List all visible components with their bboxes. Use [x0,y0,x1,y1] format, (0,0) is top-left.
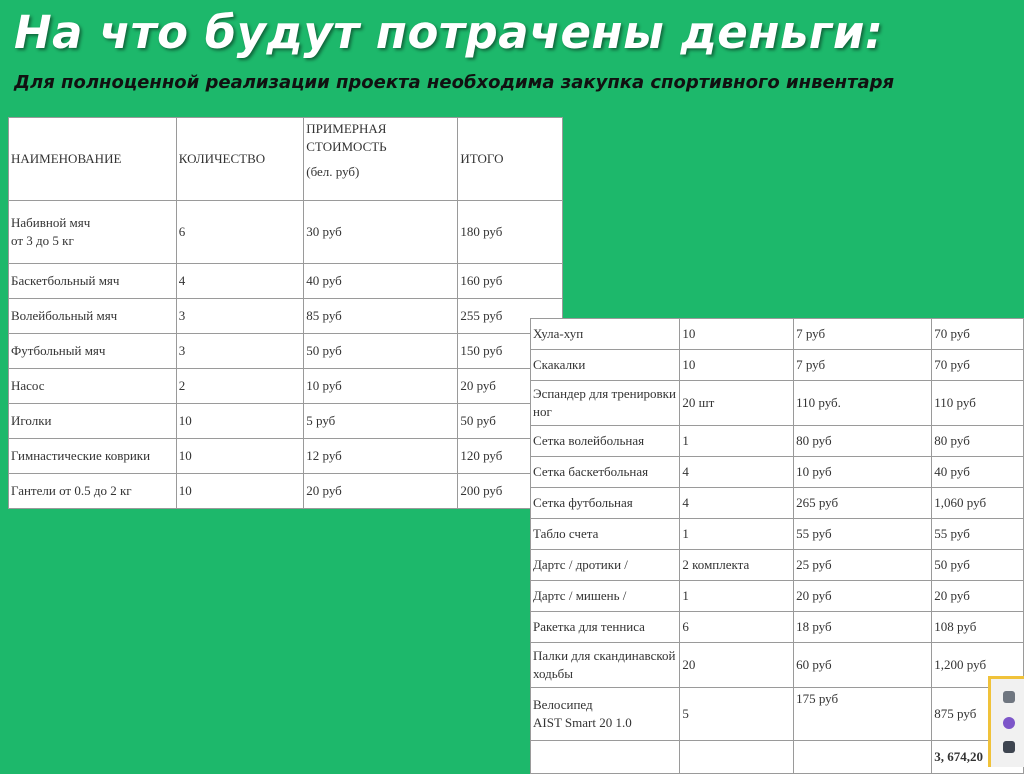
item-total: 875 руб [932,688,1024,741]
table-row [9,299,563,334]
item-qty: 1 [680,581,794,612]
header-total: ИТОГО [458,118,563,201]
item-cost: 5 руб [304,404,458,439]
total-empty-cell [680,741,794,774]
item-total: 50 руб [932,550,1024,581]
table-row [9,404,563,439]
item-qty: 3 [176,299,303,334]
item-cost: 7 руб [794,319,932,350]
table-header-row [9,118,563,201]
item-cost: 85 руб [304,299,458,334]
item-name: Эспандер для тренировки ног [531,381,680,426]
item-qty: 10 [176,404,303,439]
item-total: 40 руб [932,457,1024,488]
slide-title: На что будут потрачены деньги: [14,6,884,59]
table-row [531,688,1024,741]
slide-subtitle: Для полноценной реализации проекта необходима закупка спортивного инвентаря [14,72,895,93]
item-name: Дартс / дротики / [531,550,680,581]
item-cost: 50 руб [304,334,458,369]
equipment-table-2 [530,318,1024,774]
header-cost-unit: (бел. руб) [306,164,360,180]
header-cost-title: ПРИМЕРНАЯ СТОИМОСТЬ [306,121,387,154]
item-qty: 10 [680,319,794,350]
equipment-table-1 [8,117,563,509]
item-qty: 10 [176,474,303,509]
total-empty-cell [531,741,680,774]
item-qty: 6 [680,612,794,643]
table-row [9,334,563,369]
item-cost: 12 руб [304,439,458,474]
item-qty: 1 [680,426,794,457]
table-row [531,612,1024,643]
table-row [531,350,1024,381]
item-name: Дартс / мишень / [531,581,680,612]
total-empty-cell [794,741,932,774]
item-name: Волейбольный мяч [9,299,177,334]
item-total: 1,060 руб [932,488,1024,519]
item-qty: 4 [680,488,794,519]
item-name-line2: AIST Smart 20 1.0 [533,715,632,730]
table-row [9,264,563,299]
grand-total: 3, 674,20 [932,741,1024,774]
item-qty: 3 [176,334,303,369]
item-qty: 4 [680,457,794,488]
table-row [531,319,1024,350]
item-qty: 6 [176,201,303,264]
item-name: Насос [9,369,177,404]
item-cost: 20 руб [304,474,458,509]
item-total: 120 руб [458,439,563,474]
item-qty: 4 [176,264,303,299]
item-name: Хула-хуп [531,319,680,350]
viber-icon[interactable] [1003,717,1015,729]
item-cost: 30 руб [304,201,458,264]
item-qty: 20 [680,643,794,688]
item-name: Скакалки [531,350,680,381]
table-row [531,550,1024,581]
header-qty: КОЛИЧЕСТВО [176,118,303,201]
item-cost: 10 руб [304,369,458,404]
item-cost: 40 руб [304,264,458,299]
item-name [9,201,177,264]
item-qty: 2 [176,369,303,404]
item-total: 50 руб [458,404,563,439]
total-row [531,741,1024,774]
item-qty: 10 [176,439,303,474]
item-name: Табло счета [531,519,680,550]
item-cost: 80 руб [794,426,932,457]
table-row [9,474,563,509]
item-total: 70 руб [932,350,1024,381]
item-qty: 2 комплекта [680,550,794,581]
item-total: 108 руб [932,612,1024,643]
item-total: 150 руб [458,334,563,369]
item-cost: 60 руб [794,643,932,688]
item-cost: 20 руб [794,581,932,612]
item-name: Баскетбольный мяч [9,264,177,299]
item-total: 80 руб [932,426,1024,457]
item-name: Гимнастические коврики [9,439,177,474]
table-row [531,381,1024,426]
table-row [9,201,563,264]
table-row [9,439,563,474]
item-name [531,688,680,741]
system-tray-panel [988,676,1024,767]
item-name: Сетка футбольная [531,488,680,519]
item-cost: 110 руб. [794,381,932,426]
item-total: 160 руб [458,264,563,299]
item-name: Сетка баскетбольная [531,457,680,488]
item-total: 70 руб [932,319,1024,350]
table-row [531,643,1024,688]
item-name: Сетка волейбольная [531,426,680,457]
table-row [531,519,1024,550]
item-name: Футбольный мяч [9,334,177,369]
item-name: Гантели от 0.5 до 2 кг [9,474,177,509]
item-cost: 25 руб [794,550,932,581]
item-name: Иголки [9,404,177,439]
item-name: Палки для скандинавской ходьбы [531,643,680,688]
monitor-icon[interactable] [1003,691,1015,703]
item-cost: 18 руб [794,612,932,643]
item-cost: 55 руб [794,519,932,550]
item-total: 110 руб [932,381,1024,426]
table-row [531,426,1024,457]
table-row [531,581,1024,612]
item-total: 55 руб [932,519,1024,550]
item-name: Ракетка для тенниса [531,612,680,643]
item-cost: 10 руб [794,457,932,488]
item-total: 1,200 руб [932,643,1024,688]
header-name: НАИМЕНОВАНИЕ [9,118,177,201]
item-qty: 20 шт [680,381,794,426]
header-cost [304,118,458,201]
table-row [9,369,563,404]
item-cost: 265 руб [794,488,932,519]
item-total: 20 руб [458,369,563,404]
keyboard-icon[interactable] [1003,741,1015,753]
table-row [531,488,1024,519]
item-cost: 7 руб [794,350,932,381]
item-qty: 10 [680,350,794,381]
item-qty: 5 [680,688,794,741]
item-name-line1: Велосипед [533,697,593,713]
item-name-line2: от 3 до 5 кг [11,233,74,248]
item-name-line1: Набивной мяч [11,215,91,231]
item-total: 20 руб [932,581,1024,612]
item-total: 200 руб [458,474,563,509]
table-row [531,457,1024,488]
item-qty: 1 [680,519,794,550]
item-cost: 175 руб [794,688,932,741]
item-total: 255 руб [458,299,563,334]
item-total: 180 руб [458,201,563,264]
